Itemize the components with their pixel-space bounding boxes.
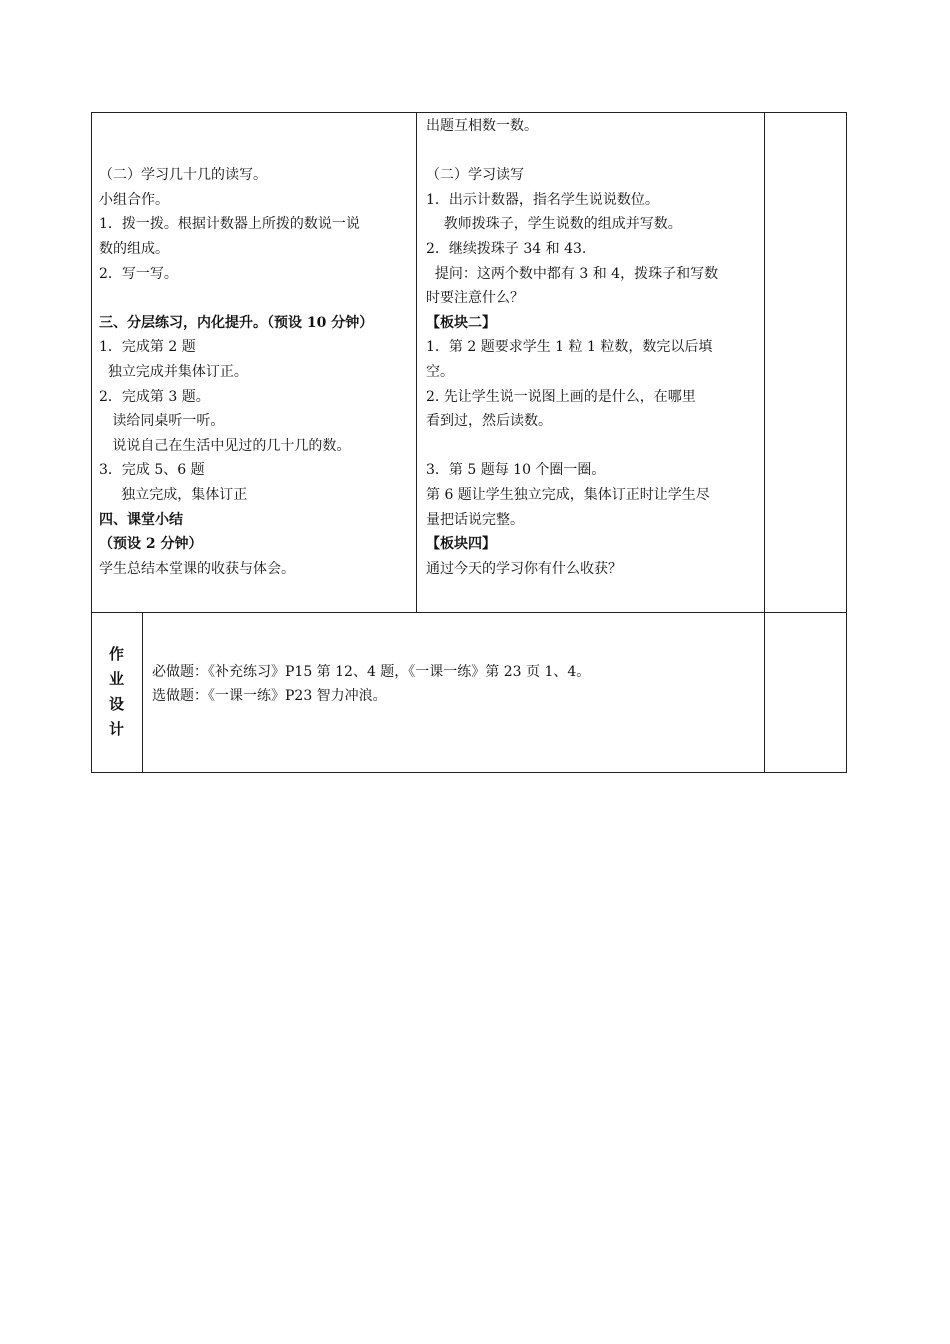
teacher-activity-line: 2．完成第 3 题。	[99, 388, 210, 405]
teacher-activity-line: 独立完成并集体订正。	[99, 363, 248, 380]
student-activity-line: 出题互相数一数。	[426, 118, 538, 134]
student-activity-line: 1．第 2 题要求学生 1 粒 1 粒数，数完以后填	[426, 339, 713, 356]
teacher-activity-column	[99, 114, 373, 581]
lesson-plan-table	[91, 112, 847, 773]
teacher-activity-line: 数的组成。	[99, 240, 169, 257]
teacher-activity-line	[99, 139, 373, 164]
teacher-activity-line: 2．写一写。	[99, 265, 178, 282]
student-activity-line: 2．继续拨珠子 34 和 43.	[426, 240, 587, 257]
student-activity-line: 【板块四】	[426, 536, 496, 553]
teacher-activity-line: 小组合作。	[99, 191, 169, 208]
teacher-activity-line: （二）学习几十几的读写。	[99, 167, 267, 184]
student-activity-line: 【板块二】	[426, 314, 496, 331]
teacher-activity-line: 1．完成第 2 题	[99, 339, 196, 356]
teacher-activity-line	[99, 286, 373, 311]
student-activity-line: 量把话说完整。	[426, 511, 524, 528]
student-activity-line: 2. 先让学生说一说图上画的是什么，在哪里	[426, 388, 696, 405]
teacher-activity-line: 三、分层练习，内化提升。（预设 10 分钟）	[99, 314, 374, 331]
student-activity-line: 通过今天的学习你有什么收获？	[426, 560, 622, 577]
student-activity-line: 第 6 题让学生独立完成，集体订正时让学生尽	[426, 486, 710, 503]
homework-content	[152, 660, 590, 708]
column-divider-right	[764, 112, 765, 772]
student-activity-line: 3．第 5 题每 10 个圈一圈。	[426, 462, 606, 479]
student-activity-line: 看到过，然后读数。	[426, 413, 552, 430]
homework-label-divider	[142, 612, 143, 772]
student-activity-line: 教师拨珠子，学生说数的组成并写数。	[426, 216, 682, 233]
student-activity-column	[426, 114, 718, 581]
homework-label-char: 设	[108, 694, 124, 713]
column-divider-left	[416, 112, 417, 612]
homework-label-char: 业	[108, 669, 124, 688]
student-activity-line: 空。	[426, 363, 454, 380]
student-activity-line	[426, 139, 718, 164]
teacher-activity-line: 读给同桌听一听。	[99, 413, 225, 430]
teacher-activity-line	[99, 114, 373, 139]
teacher-activity-line: 学生总结本堂课的收获与体会。	[99, 560, 295, 577]
teacher-activity-line: 说说自己在生活中见过的几十几的数。	[99, 437, 351, 454]
teacher-activity-line: （预设 2 分钟）	[99, 536, 203, 553]
homework-label-char: 计	[108, 719, 124, 738]
student-activity-line: （二）学习读写	[426, 167, 524, 184]
teacher-activity-line: 1．拨一拨。根据计数器上所拨的数说一说	[99, 216, 360, 233]
teacher-activity-line: 独立完成，集体订正	[99, 486, 248, 503]
homework-required: 必做题：《补充练习》P15 第 12、4 题，《一课一练》第 23 页 1、4。	[152, 664, 591, 680]
student-activity-line: 1．出示计数器，指名学生说说数位。	[426, 191, 659, 208]
homework-optional: 选做题：《一课一练》P23 智力冲浪。	[152, 688, 387, 704]
teacher-activity-line: 3．完成 5、6 题	[99, 462, 205, 479]
student-activity-line	[426, 434, 718, 459]
student-activity-line: 时要注意什么？	[426, 290, 524, 307]
teacher-activity-line: 四、课堂小结	[99, 511, 183, 528]
homework-label-char: 作	[108, 644, 124, 663]
row-divider	[91, 612, 847, 613]
student-activity-line: 提问：这两个数中都有 3 和 4，拨珠子和写数	[426, 265, 719, 282]
homework-design-label	[91, 612, 142, 771]
